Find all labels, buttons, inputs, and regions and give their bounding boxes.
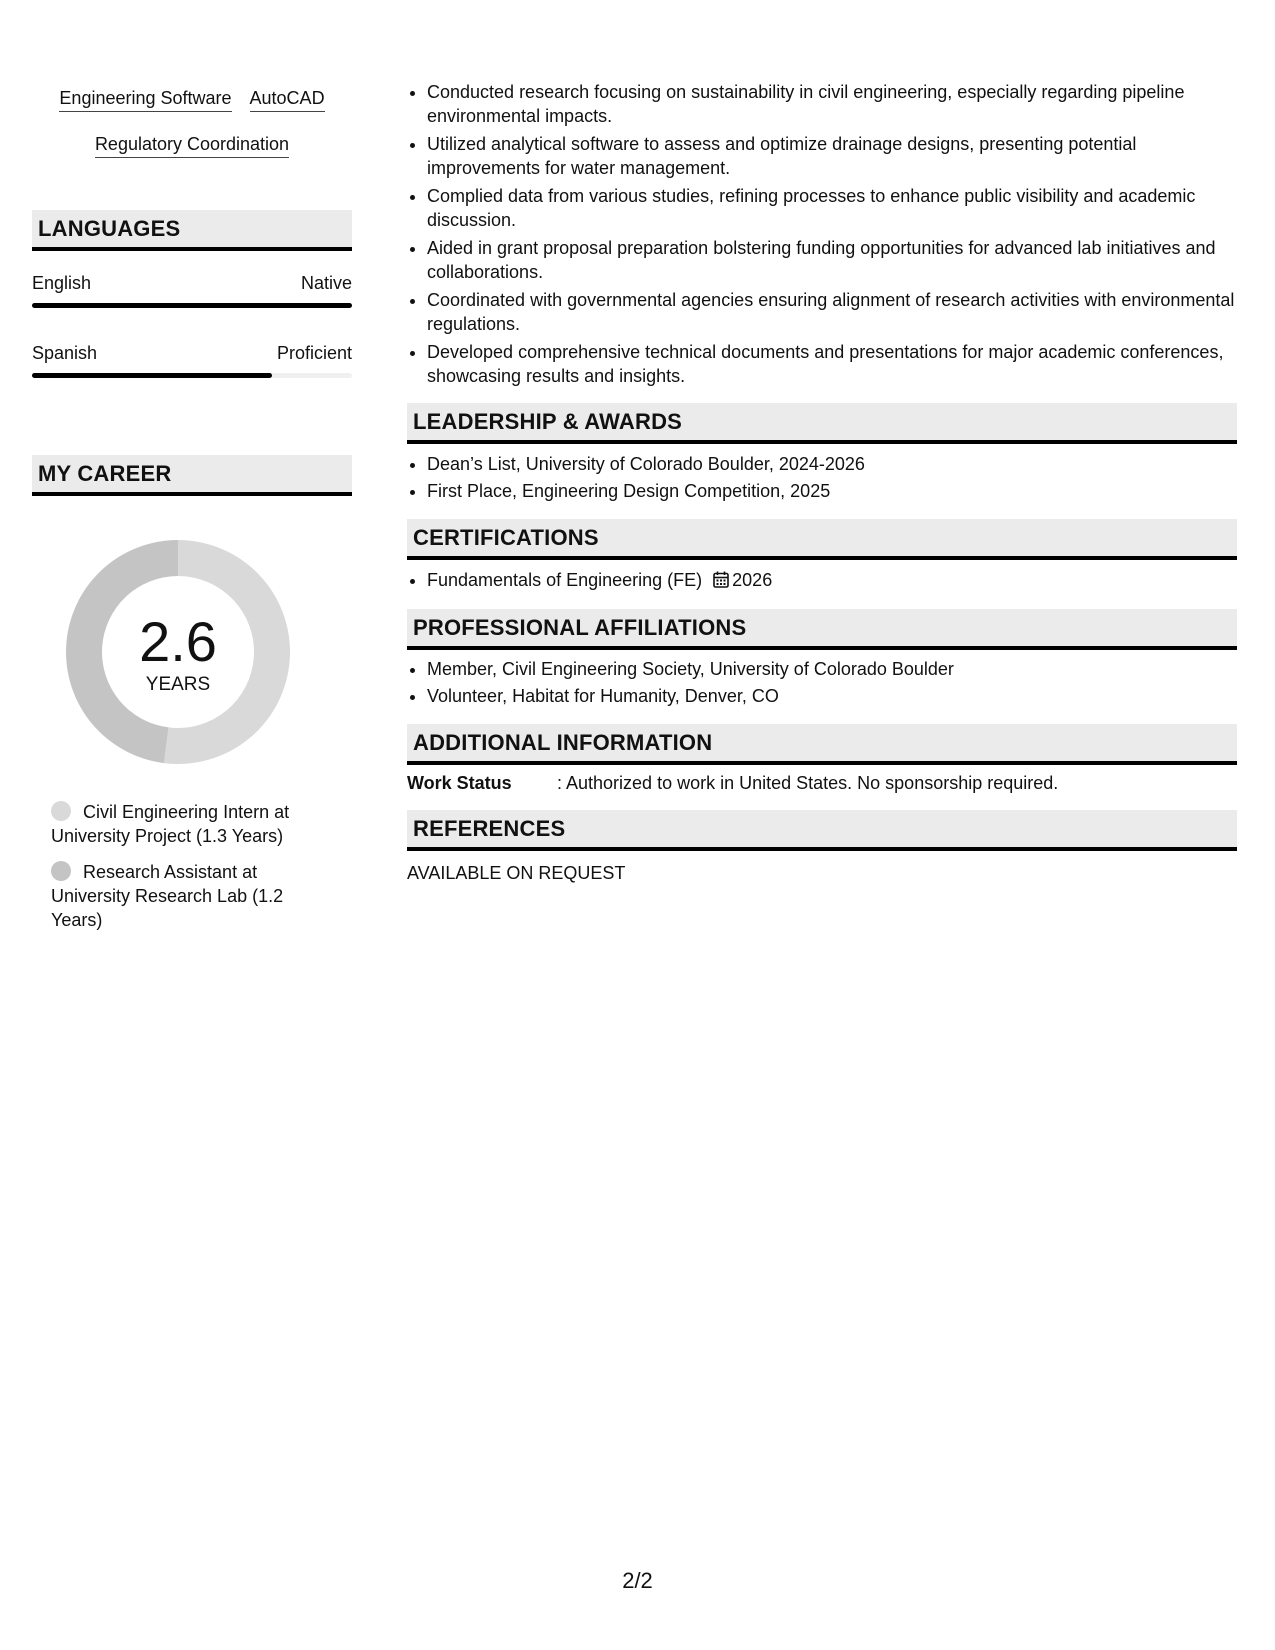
experience-bullets	[407, 80, 1237, 392]
career-heading: MY CAREER	[32, 455, 352, 496]
career-legend-item	[51, 800, 311, 848]
skills-row	[32, 132, 352, 158]
leadership-heading: LEADERSHIP & AWARDS	[407, 403, 1237, 444]
language-level: Proficient	[276, 343, 352, 363]
list-item: • First Place, Engineering Design Competition, 2025	[427, 479, 1237, 503]
language-level: Native	[300, 273, 352, 293]
certification-name: Fundamentals of Engineering (FE)	[427, 570, 703, 590]
certifications-list	[407, 568, 1237, 595]
list-item	[427, 568, 1237, 592]
legend-dot-icon	[51, 861, 71, 881]
languages-heading: LANGUAGES	[32, 210, 352, 251]
language-bar-fill	[32, 303, 352, 308]
language-item	[32, 341, 352, 378]
list-item: • Dean’s List, University of Colorado Boulder, 2024-2026	[427, 452, 1237, 476]
skill-tag: AutoCAD	[250, 86, 325, 112]
calendar-icon	[713, 571, 729, 588]
language-bar	[32, 303, 352, 308]
list-item: • Volunteer, Habitat for Humanity, Denver, CO	[427, 684, 1237, 708]
additional-info-heading: ADDITIONAL INFORMATION	[407, 724, 1237, 765]
language-row	[32, 341, 352, 365]
career-years-unit: YEARS	[145, 674, 211, 695]
certifications-heading: CERTIFICATIONS	[407, 519, 1237, 560]
language-name: English	[32, 273, 92, 293]
list-item: • Complied data from various studies, refining processes to enhance public visibility and academic discussion.	[427, 184, 1237, 232]
list-item: • Member, Civil Engineering Society, University of Colorado Boulder	[427, 657, 1237, 681]
page-number: 2/2	[622, 1568, 653, 1593]
career-legend	[51, 800, 311, 944]
work-status-row	[407, 771, 1237, 795]
language-item	[32, 271, 352, 308]
skill-tag: Engineering Software	[59, 86, 231, 112]
language-bar-fill	[32, 373, 272, 378]
language-bar	[32, 373, 352, 378]
list-item: • Conducted research focusing on sustainability in civil engineering, especially regarding pipeline environmental impacts.	[427, 80, 1237, 128]
list-item: • Developed comprehensive technical documents and presentations for major academic conferences, showcasing results and insights.	[427, 340, 1237, 388]
list-item: • Coordinated with governmental agencies ensuring alignment of research activities with environmental regulations.	[427, 288, 1237, 336]
references-text: AVAILABLE ON REQUEST	[407, 863, 626, 883]
certification-year: 2026	[732, 570, 773, 590]
affiliations-heading: PROFESSIONAL AFFILIATIONS	[407, 609, 1237, 650]
career-total-years: 2.6	[139, 610, 217, 673]
career-legend-label: Civil Engineering Intern at University Project (1.3 Years)	[51, 802, 290, 846]
career-legend-item	[51, 860, 311, 932]
donut-center	[66, 540, 290, 764]
work-status-label: Work Status	[407, 773, 512, 793]
list-item: • Utilized analytical software to assess and optimize drainage designs, presenting potential improvements for water management.	[427, 132, 1237, 180]
skills-tags	[32, 86, 352, 178]
references-heading: REFERENCES	[407, 810, 1237, 851]
language-name: Spanish	[32, 343, 98, 363]
legend-dot-icon	[51, 801, 71, 821]
affiliations-list	[407, 657, 1237, 711]
skills-row	[32, 86, 352, 112]
work-status-value: : Authorized to work in United States. No sponsorship required.	[557, 773, 1059, 793]
leadership-list	[407, 452, 1237, 506]
skill-tag: Regulatory Coordination	[95, 132, 289, 158]
career-legend-label: Research Assistant at University Research Lab (1.2 Years)	[51, 862, 284, 930]
list-item: • Aided in grant proposal preparation bolstering funding opportunities for advanced lab initiatives and collaborations.	[427, 236, 1237, 284]
career-donut-chart	[66, 540, 290, 764]
language-row	[32, 271, 352, 295]
